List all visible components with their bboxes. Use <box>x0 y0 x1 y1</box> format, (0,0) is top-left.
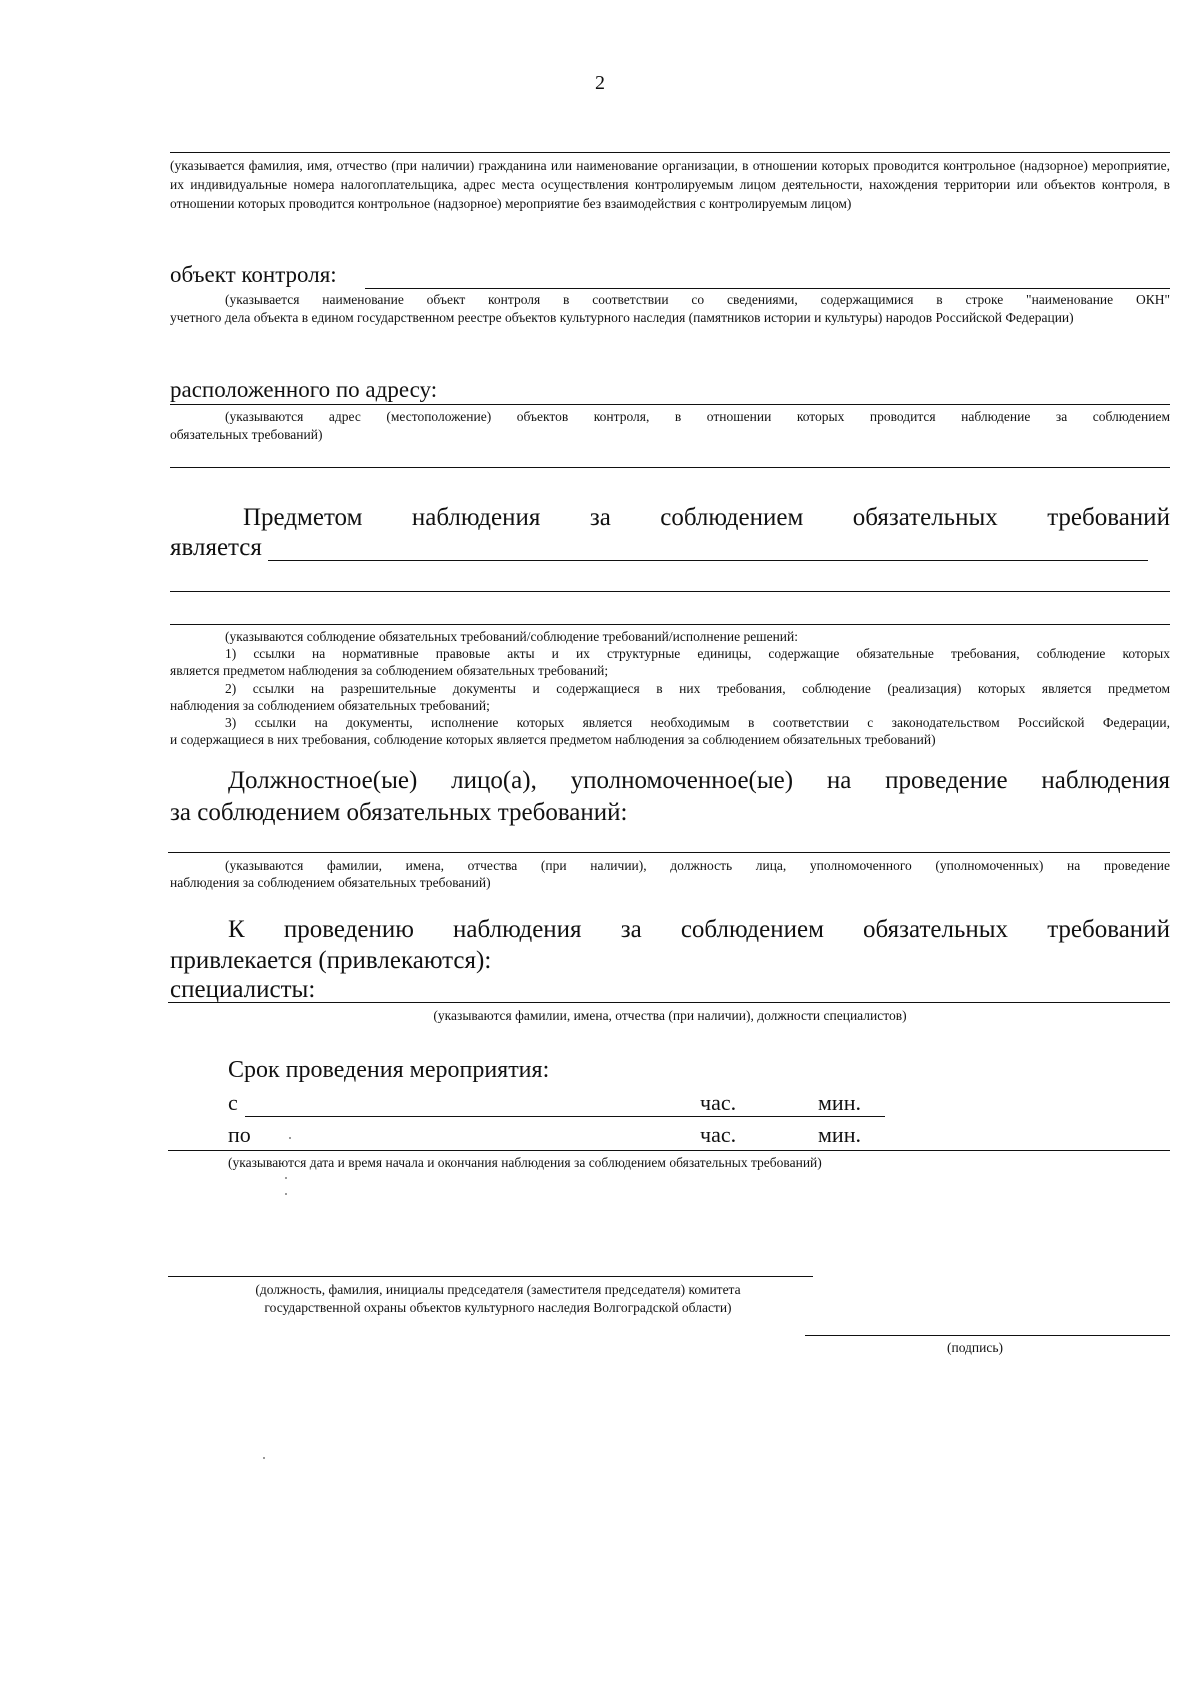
heading-word: требований <box>1047 504 1170 531</box>
subject-matter-field-line[interactable] <box>268 560 1148 561</box>
subject-line <box>170 152 1170 153</box>
heading-word: проведение <box>885 767 1008 794</box>
term-to-label: по <box>228 1122 251 1147</box>
address-hint-rest: обязательных требований) <box>170 427 323 442</box>
specialists-field-line[interactable] <box>168 1002 1170 1003</box>
subject-matter-line2: является <box>170 534 262 561</box>
position-hint-line1: (должность, фамилия, инициалы председателя (заместителя председателя) комитета <box>255 1282 741 1297</box>
heading-word: обязательных <box>852 504 998 531</box>
address-field-line[interactable] <box>170 404 1170 405</box>
object-hint-rest: учетного дела объекта в едином государственном реестре объектов культурного наследия (памятников истории и культуры) народов Российской Федерации) <box>170 310 1074 325</box>
heading-word: обязательных <box>863 916 1009 943</box>
subject-matter-item3: 3) ссылки на документы, исполнение которых является необходимым в соответствии с законодательством Российской Федерации, <box>225 715 1170 730</box>
scan-speck <box>285 1177 287 1179</box>
officials-heading <box>228 765 1170 797</box>
subject-matter-item1: 1) ссылки на нормативные правовые акты и их структурные единицы, содержащие обязательные требования, соблюдение которых <box>225 646 1170 661</box>
address-extra-line[interactable] <box>170 467 1170 468</box>
heading-word: наблюдения <box>411 504 541 531</box>
object-hint-line1: (указывается наименование объект контроля в соответствии со сведениями, содержащимися в строке "наименование ОКН" <box>225 292 1170 307</box>
officials-field-line[interactable] <box>168 852 1170 853</box>
address-label: расположенного по адресу: <box>170 377 438 402</box>
heading-word: за <box>589 504 611 531</box>
term-from-hours-label: час. <box>700 1090 737 1115</box>
scan-speck <box>263 1457 265 1459</box>
heading-word: за <box>620 916 642 943</box>
specialists-hint: (указываются фамилии, имена, отчества (при наличии), должности специалистов) <box>433 1008 907 1023</box>
heading-word: требований <box>1047 916 1170 943</box>
officials-hint-rest: наблюдения за соблюдением обязательных требований) <box>170 875 491 890</box>
heading-word: соблюдением <box>680 916 824 943</box>
officials-line2: за соблюдением обязательных требований: <box>170 799 628 826</box>
term-from-minutes-label: мин. <box>818 1090 861 1115</box>
heading-word: на <box>826 767 852 794</box>
heading-word: уполномоченное(ые) <box>570 767 794 794</box>
term-to-field-line[interactable] <box>168 1150 1170 1151</box>
heading-word: проведению <box>283 916 414 943</box>
scan-speck <box>289 1137 291 1139</box>
subject-matter-line-a[interactable] <box>170 591 1170 592</box>
position-field-line[interactable] <box>168 1276 813 1277</box>
page-number: 2 <box>595 72 605 94</box>
subject-matter-hint-intro: (указываются соблюдение обязательных требований/соблюдение требований/исполнение решений: <box>225 629 798 644</box>
address-hint-line1: (указываются адрес (местоположение) объектов контроля, в отношении которых проводится наблюдение за соблюдением <box>225 409 1170 424</box>
subject-matter-line-b[interactable] <box>170 624 1170 625</box>
position-hint-line2: государственной охраны объектов культурного наследия Волгоградской области) <box>264 1300 732 1315</box>
subject-matter-item2-rest: наблюдения за соблюдением обязательных требований; <box>170 698 490 713</box>
object-label: объект контроля: <box>170 262 337 287</box>
term-hint: (указываются дата и время начала и окончания наблюдения за соблюдением обязательных требований) <box>228 1155 822 1170</box>
specialists-line2: привлекается (привлекаются): <box>170 947 492 974</box>
heading-word: наблюдения <box>1041 767 1170 794</box>
subject-matter-heading <box>243 502 1170 534</box>
subject-matter-item2: 2) ссылки на разрешительные документы и содержащиеся в них требования, соблюдение (реализация) которых является предметом <box>225 681 1170 696</box>
heading-word: К <box>228 916 245 943</box>
subject-matter-item3-rest: и содержащиеся в них требования, соблюдение которых является предметом наблюдения за соблюдением обязательных требований) <box>170 732 936 747</box>
heading-word: соблюдением <box>660 504 804 531</box>
heading-word: Предметом <box>243 504 363 531</box>
heading-word: лицо(а), <box>451 767 537 794</box>
term-to-minutes-label: мин. <box>818 1122 861 1147</box>
specialists-heading <box>228 914 1170 946</box>
term-to-hours-label: час. <box>700 1122 737 1147</box>
object-field-line[interactable] <box>365 288 1170 289</box>
term-from-field-line[interactable] <box>245 1116 885 1117</box>
signature-field-line[interactable] <box>805 1335 1170 1336</box>
term-title: Срок проведения мероприятия: <box>228 1057 550 1083</box>
subject-hint: (указывается фамилия, имя, отчество (при наличии) гражданина или наименование организации, в отношении которых проводится контрольное (надзорное) мероприятие, их индивидуальные номера налогоплательщика, адрес места осуществления контролируемым лицом деятельности, нахождения территории или объектов контроля, в отношении которых проводится контрольное (надзорное) мероприятие без взаимодействия с контролируемым лицом) <box>170 158 1170 211</box>
scan-speck <box>285 1193 287 1195</box>
term-from-label: с <box>228 1090 238 1115</box>
heading-word: Должностное(ые) <box>228 767 418 794</box>
heading-word: наблюдения <box>453 916 582 943</box>
specialists-label: специалисты: <box>170 976 316 1003</box>
officials-hint-line1: (указываются фамилии, имена, отчества (при наличии), должность лица, уполномоченного (уполномоченных) на проведение <box>225 858 1170 873</box>
subject-matter-item1-rest: является предметом наблюдения за соблюдением обязательных требований; <box>170 663 609 678</box>
signature-hint: (подпись) <box>946 1340 1004 1355</box>
